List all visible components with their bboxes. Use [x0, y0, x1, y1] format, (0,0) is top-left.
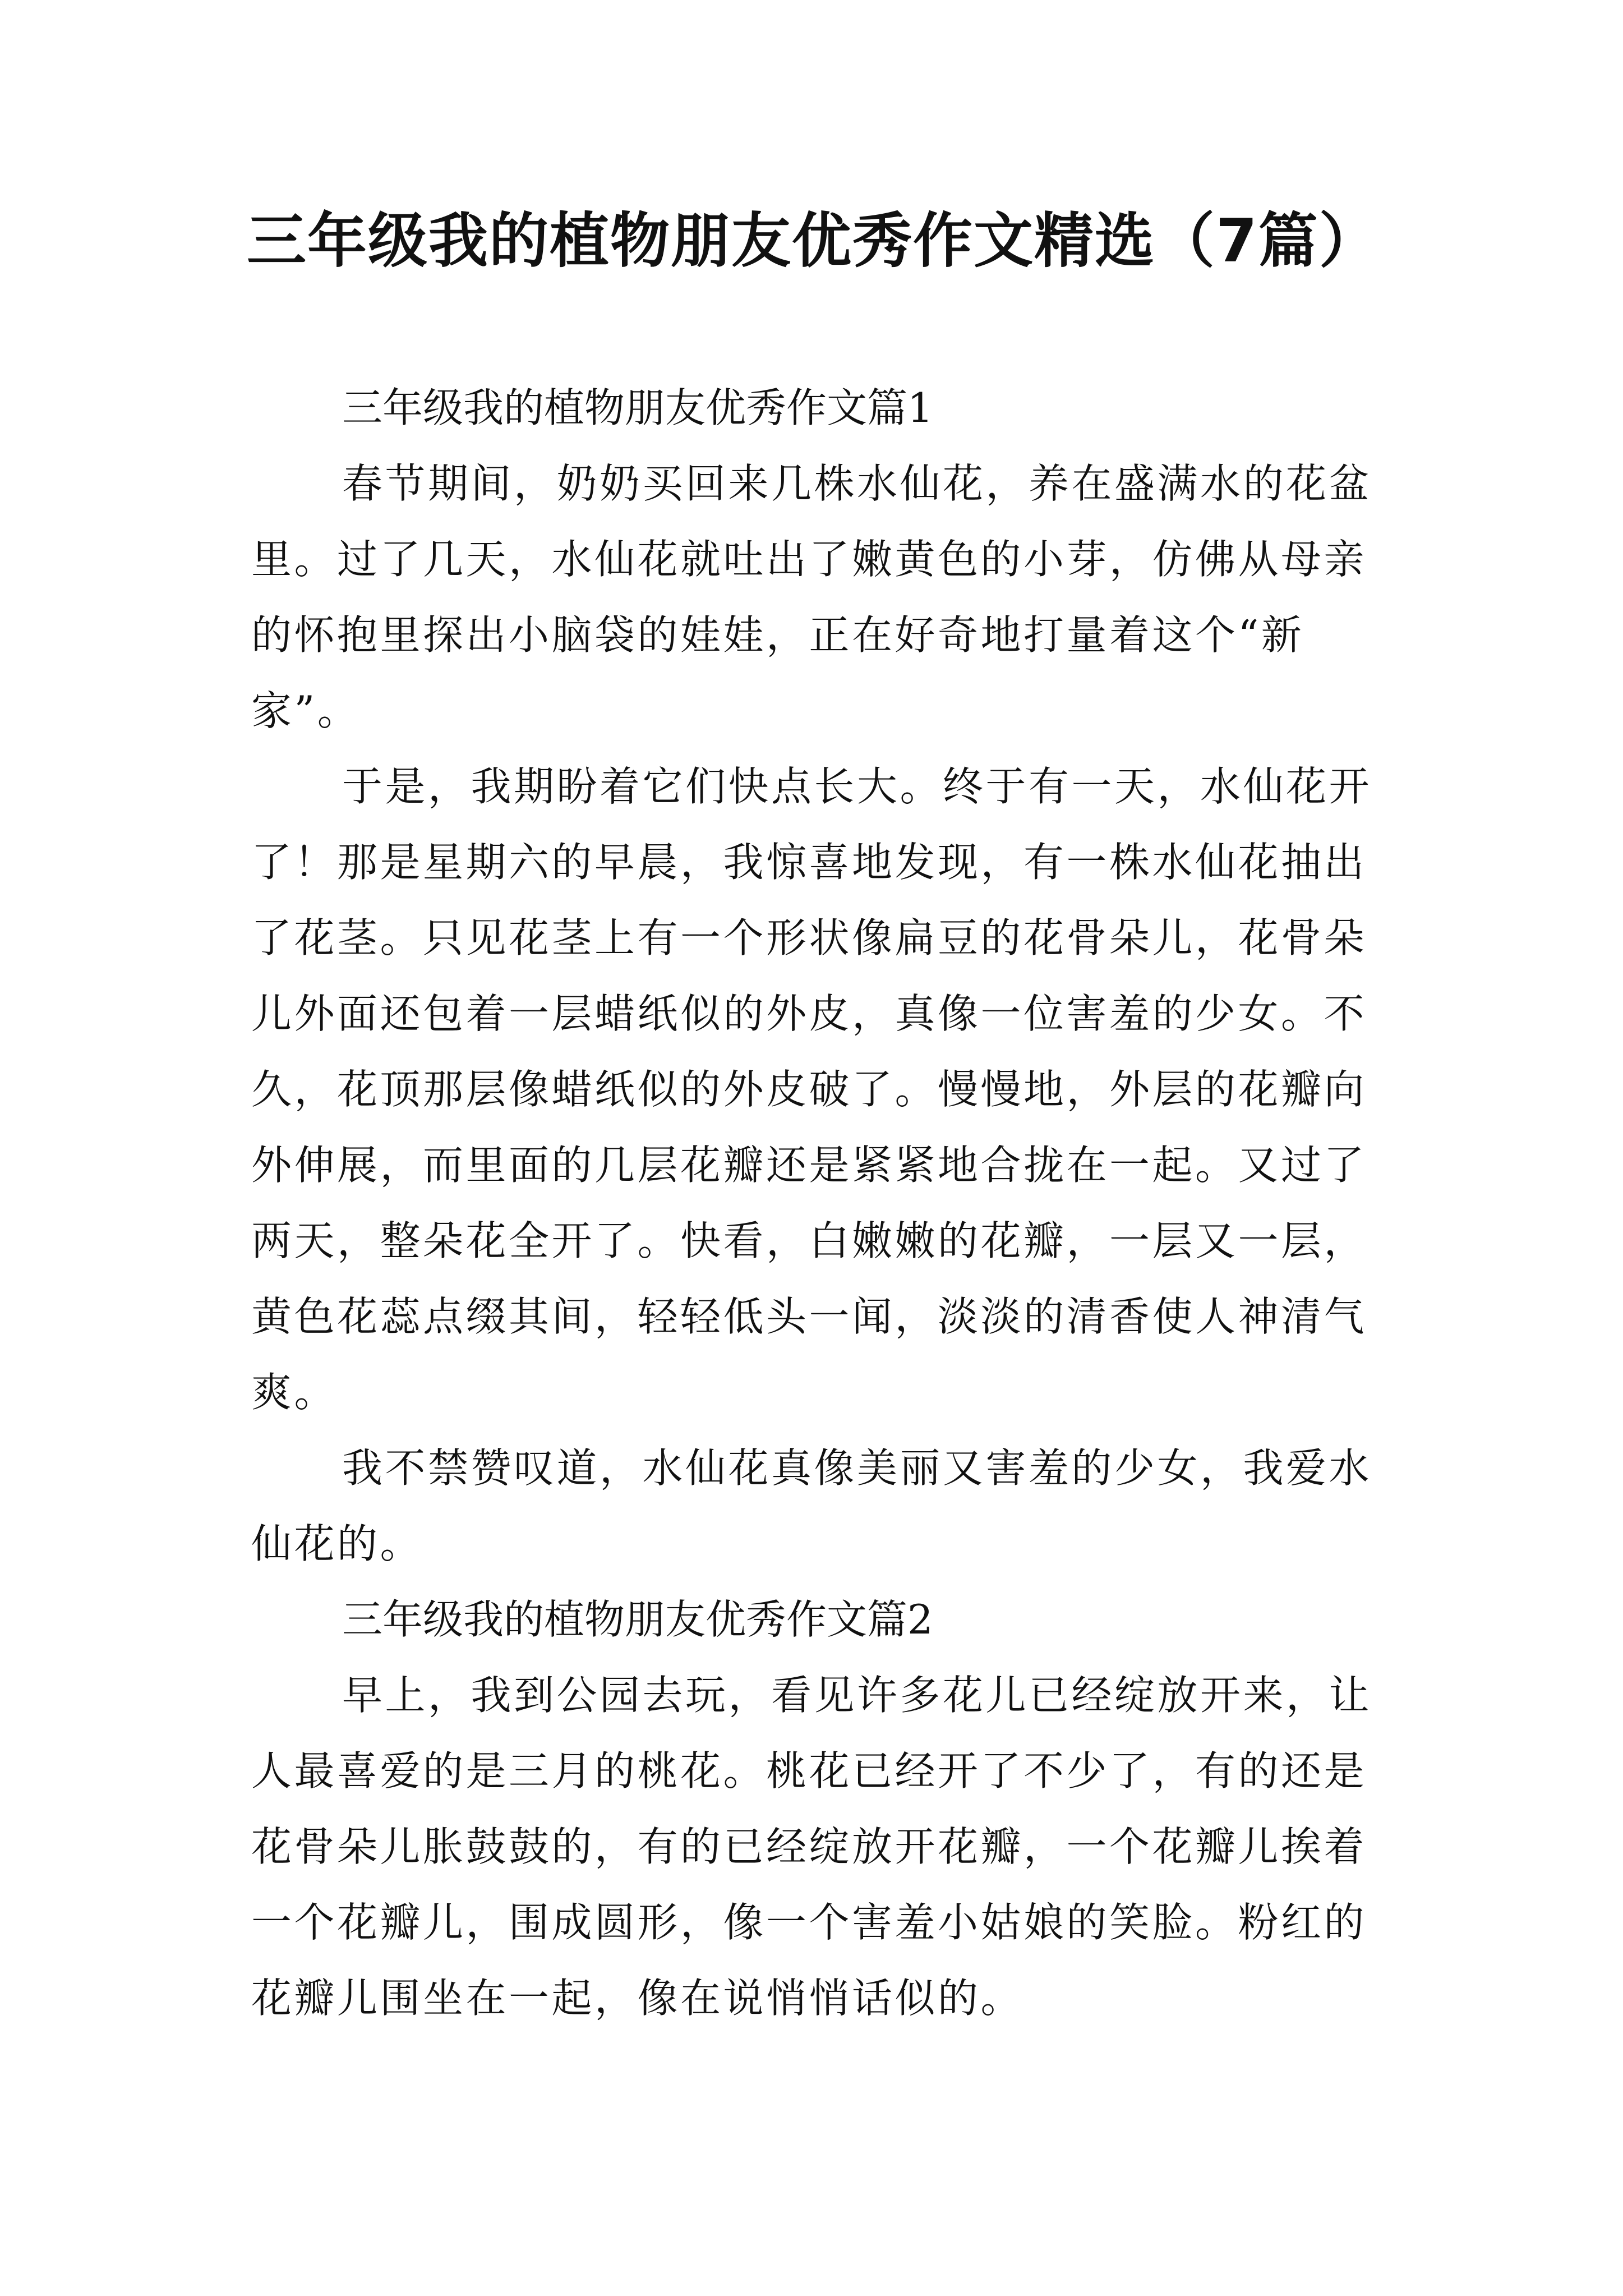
text-line: 花骨朵儿胀鼓鼓的，有的已经绽放开花瓣，一个花瓣儿挨着: [251, 1823, 1367, 1870]
text-line: 春节期间，奶奶买回来几株水仙花，养在盛满水的花盆: [342, 460, 1372, 507]
paragraph: [251, 446, 1407, 749]
text-line: 我不禁赞叹道，水仙花真像美丽又害羞的少女，我爱水: [342, 1444, 1372, 1492]
text-line: 于是，我期盼着它们快点长大。终于有一天，水仙花开: [342, 763, 1372, 810]
text-line: 里。过了几天，水仙花就吐出了嫩黄色的小芽，仿佛从母亲: [251, 536, 1367, 583]
text-line: 人最喜爱的是三月的桃花。桃花已经开了不少了，有的还是: [251, 1747, 1367, 1795]
text-line: 久，花顶那层像蜡纸似的外皮破了。慢慢地，外层的花瓣向: [251, 1066, 1367, 1113]
text-line: 花瓣儿围坐在一起，像在说悄悄话似的。: [251, 1975, 1024, 2022]
text-line: 早上，我到公园去玩，看见许多花儿已经绽放开来，让: [342, 1672, 1372, 1719]
document-title: 三年级我的植物朋友优秀作文精选（7篇）: [247, 206, 1380, 275]
text-line: 家”。: [251, 687, 361, 734]
essay-section-2: [251, 1582, 1407, 2036]
paragraph: [251, 1430, 1407, 1582]
section-heading: 三年级我的植物朋友优秀作文篇2: [342, 1596, 933, 1643]
section-heading: 三年级我的植物朋友优秀作文篇1: [342, 384, 933, 431]
essay-section-1: [251, 370, 1407, 1582]
text-line: 了！那是星期六的早晨，我惊喜地发现，有一株水仙花抽出: [251, 839, 1367, 886]
text-line: 爽。: [251, 1369, 338, 1416]
text-line: 外伸展，而里面的几层花瓣还是紧紧地合拢在一起。又过了: [251, 1142, 1367, 1189]
text-line: 了花茎。只见花茎上有一个形状像扁豆的花骨朵儿，花骨朵: [251, 914, 1367, 961]
text-line: 的怀抱里探出小脑袋的娃娃，正在好奇地打量着这个“新: [251, 611, 1304, 659]
document-body: [251, 370, 1407, 2036]
text-line: 一个花瓣儿，围成圆形，像一个害羞小姑娘的笑脸。粉红的: [251, 1899, 1367, 1946]
text-line: 两天，整朵花全开了。快看，白嫩嫩的花瓣，一层又一层，: [251, 1217, 1367, 1264]
text-line: 黄色花蕊点缀其间，轻轻低头一闻，淡淡的清香使人神清气: [251, 1293, 1367, 1340]
paragraph: [251, 749, 1407, 1430]
text-line: 仙花的。: [251, 1520, 423, 1567]
text-line: 儿外面还包着一层蜡纸似的外皮，真像一位害羞的少女。不: [251, 990, 1367, 1037]
paragraph: [251, 1658, 1407, 2036]
